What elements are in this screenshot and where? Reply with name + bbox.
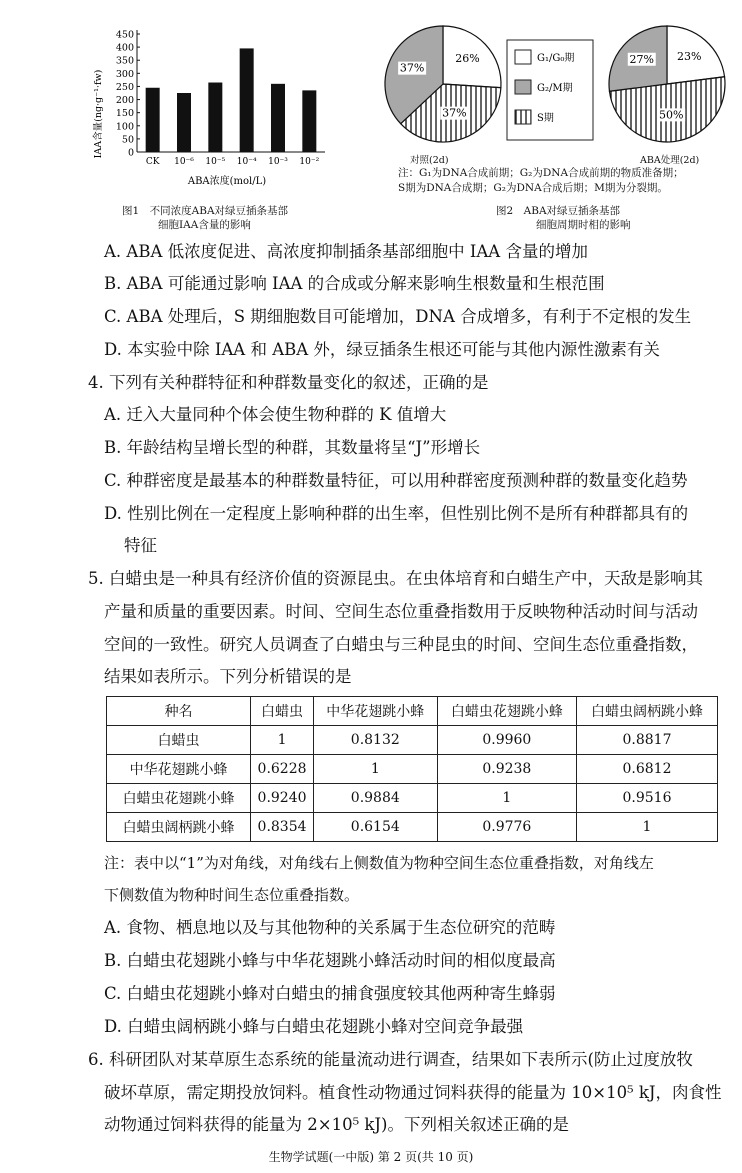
table-row <box>107 813 718 842</box>
table-cell: 1 <box>313 755 437 784</box>
fig1-bar <box>177 93 191 152</box>
legend-label-s: S期 <box>537 113 554 124</box>
fig1-bar-chart <box>85 22 330 187</box>
table-cell: 0.9884 <box>313 784 437 813</box>
table-header-cell: 种名 <box>107 697 251 726</box>
table-cell: 1 <box>577 813 718 842</box>
fig1-xlabel: ABA浓度(mol/L) <box>187 176 267 187</box>
fig2-slice-label: 27% <box>629 52 654 66</box>
table-header-cell: 白蜡虫阔柄跳小蜂 <box>577 697 718 726</box>
q3-option-c: C. ABA 处理后，S 期细胞数目可能增加，DNA 合成增多，有利于不定根的发生 <box>104 307 692 326</box>
fig2-note-2: S期为DNA合成期；G₂为DNA合成后期；M期为分裂期。 <box>398 182 668 194</box>
q6-stem-2: 破坏草原，需定期投放饲料。植食性动物通过饲料获得的能量为 10×10⁵ kJ，肉食性 <box>104 1083 722 1102</box>
fig2-slice-label: 23% <box>677 49 702 63</box>
table-cell: 白蜡虫花翅跳小蜂 <box>107 784 251 813</box>
fig1-bar <box>271 84 285 152</box>
pie-left-label <box>423 149 464 150</box>
table-cell: 0.8132 <box>313 726 437 755</box>
table-cell: 0.9516 <box>577 784 718 813</box>
fig1-bar <box>208 83 222 152</box>
q5-option-c: C. 白蜡虫花翅跳小蜂对白蜡虫的捕食强度较其他两种寄生蜂弱 <box>104 984 556 1003</box>
table-row <box>107 755 718 784</box>
fig1-x-tick-label: 10⁻⁶ <box>174 157 194 167</box>
table-cell: 白蜡虫 <box>107 726 251 755</box>
fig1-y-tick-label: 400 <box>115 42 134 54</box>
table-cell: 0.8817 <box>577 726 718 755</box>
table-header-cell: 白蜡虫 <box>251 697 314 726</box>
fig1-y-tick-label: 250 <box>115 81 134 93</box>
fig1-caption-1: 图1 不同浓度ABA对绿豆插条基部 <box>122 205 289 217</box>
legend-swatch-g2 <box>515 80 531 94</box>
fig1-bar <box>302 90 316 152</box>
table-cell: 0.9960 <box>437 726 576 755</box>
table-cell: 0.6812 <box>577 755 718 784</box>
fig2-slice-label: 37% <box>442 106 467 120</box>
fig1-bar <box>146 88 160 152</box>
table-cell: 0.6154 <box>313 813 437 842</box>
q4-option-b: B. 年龄结构呈增长型的种群，其数量将呈“J”形增长 <box>104 438 481 457</box>
table-cell: 0.9238 <box>437 755 576 784</box>
fig1-x-tick-label: 10⁻⁵ <box>205 157 226 167</box>
table-cell: 白蜡虫阔柄跳小蜂 <box>107 813 251 842</box>
legend-label-g2: G₂/M期 <box>537 83 573 94</box>
fig2-slice-label: 37% <box>399 61 425 75</box>
fig1-ylabel: IAA含量(ng·g⁻¹·fw) <box>93 69 104 159</box>
pie-left-label-text: 对照(2d) <box>410 155 449 166</box>
legend-swatch-s <box>515 110 531 124</box>
q6-stem-1: 6. 科研团队对某草原生态系统的能量流动进行调查，结果如下表所示(防止过度放牧 <box>88 1050 693 1069</box>
table-cell: 1 <box>251 726 314 755</box>
q5-option-d: D. 白蜡虫阔柄跳小蜂与白蜡虫花翅跳小蜂对空间竞争最强 <box>104 1017 524 1036</box>
q5-stem-1: 5. 白蜡虫是一种具有经济价值的资源昆虫。在虫体培育和白蜡生产中，天敌是影响其 <box>88 569 703 588</box>
q5-overlap-table <box>106 696 718 842</box>
fig1-y-tick-label: 50 <box>121 134 134 146</box>
table-cell: 0.6228 <box>251 755 314 784</box>
q6-stem-3: 动物通过饲料获得的能量为 2×10⁵ kJ)。下列相关叙述正确的是 <box>104 1115 569 1134</box>
fig1-x-tick-label: 10⁻³ <box>268 157 288 167</box>
legend-label-g1: G₁/G₀期 <box>537 53 575 64</box>
fig1-x-tick-label: CK <box>145 157 160 167</box>
fig2-slice-label: 50% <box>658 108 684 122</box>
fig1-bar <box>240 48 254 152</box>
fig1-y-tick-label: 150 <box>115 108 134 120</box>
q5-note-1: 注：表中以“1”为对角线，对角线右上侧数值为物种空间生态位重叠指数，对角线左 <box>104 854 654 872</box>
q5-option-a: A. 食物、栖息地以及与其他物种的关系属于生态位研究的范畴 <box>104 918 556 937</box>
q5-stem-4: 结果如表所示。下列分析错误的是 <box>104 667 352 686</box>
table-header-cell: 白蜡虫花翅跳小蜂 <box>437 697 576 726</box>
q4-option-d-cont: 特征 <box>124 536 157 555</box>
legend-swatch-g1 <box>515 50 531 64</box>
q4-option-c: C. 种群密度是最基本的种群数量特征，可以用种群密度预测种群的数量变化趋势 <box>104 471 688 490</box>
table-cell: 0.8354 <box>251 813 314 842</box>
q3-option-b: B. ABA 可能通过影响 IAA 的合成或分解来影响生根数量和生根范围 <box>104 274 605 293</box>
q5-stem-2: 产量和质量的重要因素。时间、空间生态位重叠指数用于反映物种活动时间与活动 <box>104 602 698 621</box>
q4-option-d: D. 性别比例在一定程度上影响种群的出生率，但性别比例不是所有种群都具有的 <box>104 504 689 523</box>
fig2-note-1: 注：G₁为DNA合成前期；G₂为DNA合成前期的物质准备期； <box>398 167 684 179</box>
q5-option-b: B. 白蜡虫花翅跳小蜂与中华花翅跳小蜂活动时间的相似度最高 <box>104 951 556 970</box>
table-cell: 0.9776 <box>437 813 576 842</box>
fig1-x-tick-label: 10⁻² <box>299 157 320 167</box>
q4-stem: 4. 下列有关种群特征和种群数量变化的叙述，正确的是 <box>88 373 489 392</box>
pie-right-label: ABA处理(2d) <box>640 155 700 166</box>
table-row <box>107 726 718 755</box>
q4-option-a: A. 迁入大量同种个体会使生物种群的 K 值增大 <box>104 405 447 424</box>
fig1-y-tick-label: 200 <box>115 95 134 107</box>
table-header-row <box>107 697 718 726</box>
fig1-x-tick-label: 10⁻⁴ <box>236 157 257 167</box>
fig2-caption-2: 细胞周期时相的影响 <box>536 219 631 231</box>
fig2-slice-label: 26% <box>455 51 480 65</box>
fig2-caption-1: 图2 ABA对绿豆插条基部 <box>496 205 621 217</box>
fig1-y-tick-label: 100 <box>115 121 134 133</box>
fig1-caption-2: 细胞IAA含量的影响 <box>158 219 251 231</box>
table-cell: 中华花翅跳小蜂 <box>107 755 251 784</box>
fig1-y-tick-label: 450 <box>115 29 134 41</box>
fig1-y-tick-label: 300 <box>115 68 134 80</box>
table-header-cell: 中华花翅跳小蜂 <box>313 697 437 726</box>
table-row <box>107 784 718 813</box>
table-cell: 1 <box>437 784 576 813</box>
fig2-pie-charts <box>375 20 735 150</box>
fig1-y-tick-label: 0 <box>127 147 134 159</box>
q3-option-d: D. 本实验中除 IAA 和 ABA 外，绿豆插条生根还可能与其他内源性激素有关 <box>104 340 660 359</box>
page-footer: 生物学试题(一中版) 第 2 页(共 10 页) <box>268 1150 474 1164</box>
q5-note-2: 下侧数值为物种时间生态位重叠指数。 <box>104 886 360 904</box>
fig1-y-tick-label: 350 <box>115 55 134 67</box>
table-cell: 0.9240 <box>251 784 314 813</box>
q5-stem-3: 空间的一致性。研究人员调查了白蜡虫与三种昆虫的时间、空间生态位重叠指数， <box>104 635 698 654</box>
q3-option-a: A. ABA 低浓度促进、高浓度抑制插条基部细胞中 IAA 含量的增加 <box>104 242 588 261</box>
